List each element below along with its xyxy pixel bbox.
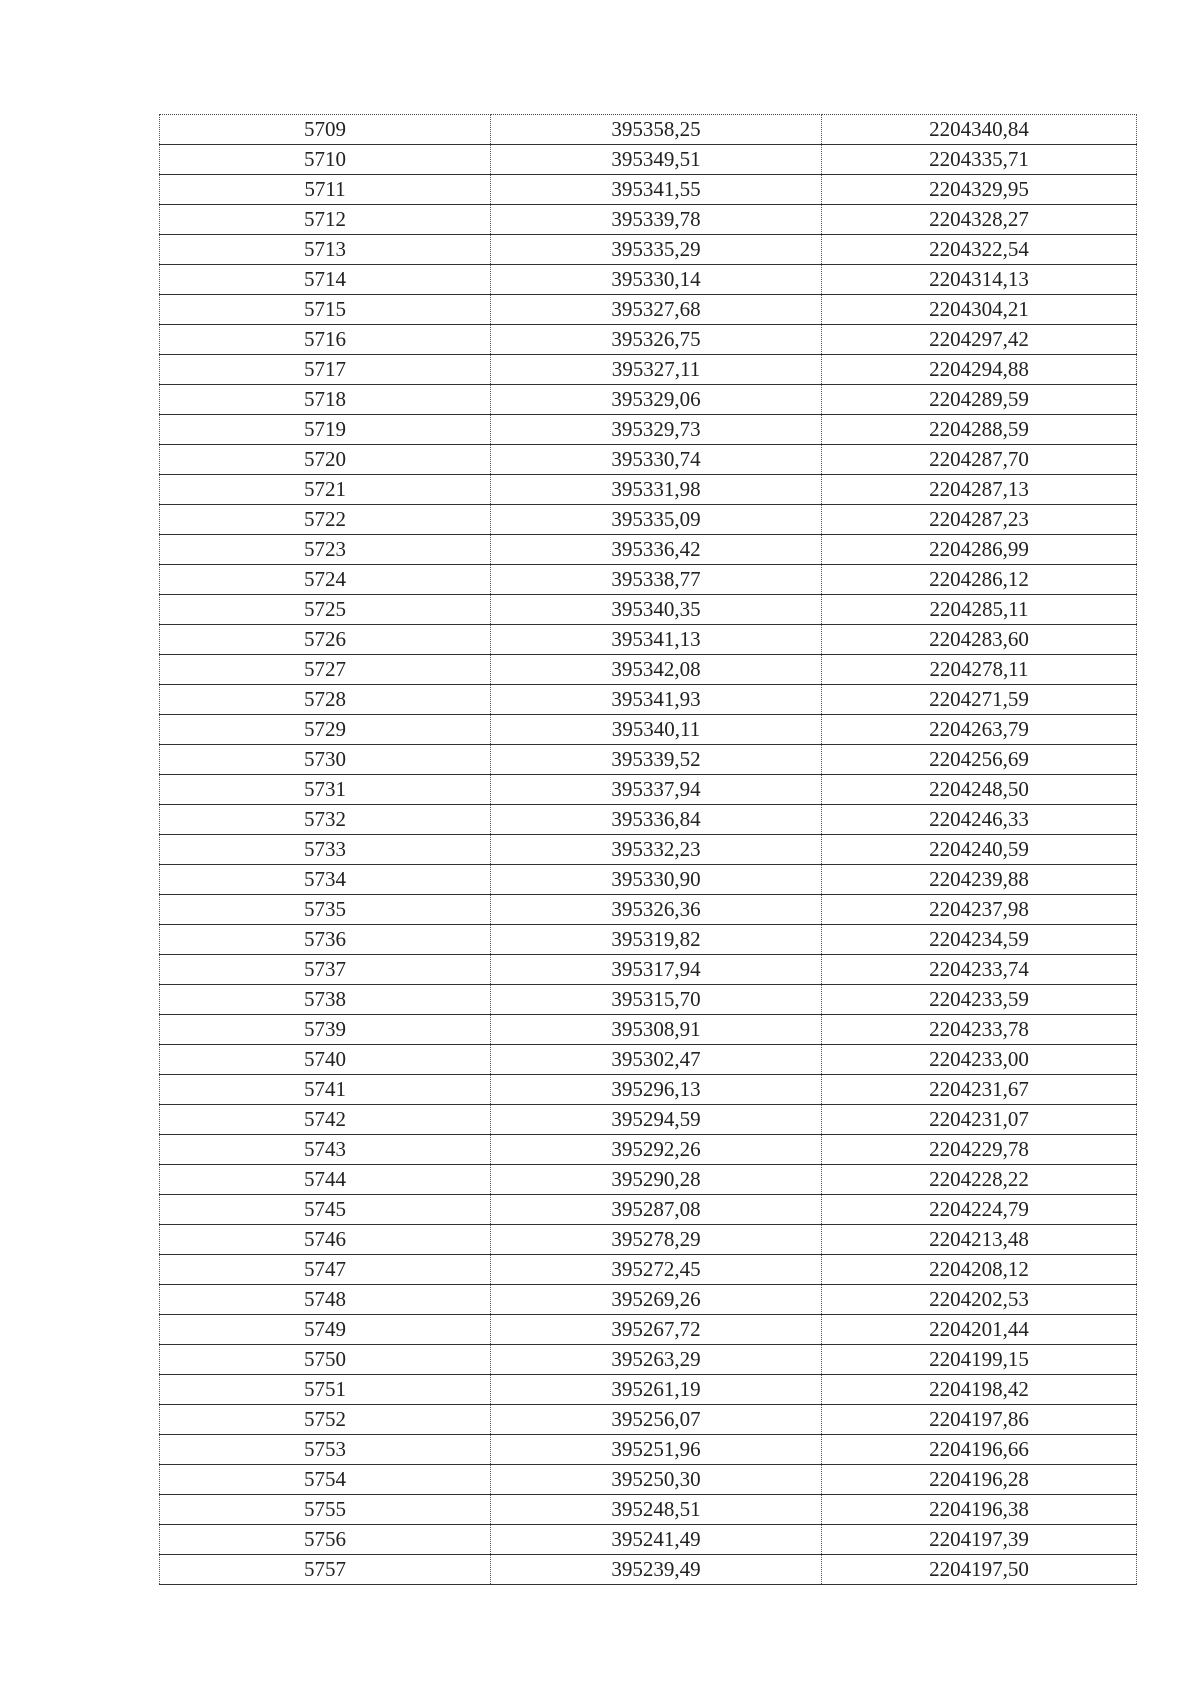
y-coordinate-cell: 2204340,84 xyxy=(822,115,1137,145)
table-row xyxy=(160,295,1137,325)
x-coordinate-cell: 395336,84 xyxy=(491,805,822,835)
x-coordinate-cell: 395339,52 xyxy=(491,745,822,775)
y-coordinate-cell: 2204213,48 xyxy=(822,1225,1137,1255)
table-row xyxy=(160,385,1137,415)
y-coordinate-cell: 2204288,59 xyxy=(822,415,1137,445)
x-coordinate-cell: 395308,91 xyxy=(491,1015,822,1045)
table-row xyxy=(160,655,1137,685)
point-number-cell: 5751 xyxy=(160,1375,491,1405)
table-row xyxy=(160,1375,1137,1405)
x-coordinate-cell: 395327,11 xyxy=(491,355,822,385)
table-row xyxy=(160,145,1137,175)
y-coordinate-cell: 2204233,78 xyxy=(822,1015,1137,1045)
point-number-cell: 5712 xyxy=(160,205,491,235)
y-coordinate-cell: 2204233,59 xyxy=(822,985,1137,1015)
y-coordinate-cell: 2204233,74 xyxy=(822,955,1137,985)
table-row xyxy=(160,475,1137,505)
x-coordinate-cell: 395340,35 xyxy=(491,595,822,625)
table-row xyxy=(160,985,1137,1015)
x-coordinate-cell: 395261,19 xyxy=(491,1375,822,1405)
y-coordinate-cell: 2204271,59 xyxy=(822,685,1137,715)
x-coordinate-cell: 395241,49 xyxy=(491,1525,822,1555)
x-coordinate-cell: 395341,13 xyxy=(491,625,822,655)
y-coordinate-cell: 2204196,66 xyxy=(822,1435,1137,1465)
point-number-cell: 5732 xyxy=(160,805,491,835)
y-coordinate-cell: 2204248,50 xyxy=(822,775,1137,805)
table-row xyxy=(160,1195,1137,1225)
point-number-cell: 5750 xyxy=(160,1345,491,1375)
x-coordinate-cell: 395330,90 xyxy=(491,865,822,895)
point-number-cell: 5755 xyxy=(160,1495,491,1525)
table-row xyxy=(160,955,1137,985)
y-coordinate-cell: 2204197,39 xyxy=(822,1525,1137,1555)
x-coordinate-cell: 395302,47 xyxy=(491,1045,822,1075)
table-row xyxy=(160,235,1137,265)
x-coordinate-cell: 395296,13 xyxy=(491,1075,822,1105)
y-coordinate-cell: 2204297,42 xyxy=(822,325,1137,355)
table-row xyxy=(160,895,1137,925)
x-coordinate-cell: 395338,77 xyxy=(491,565,822,595)
table-row xyxy=(160,715,1137,745)
y-coordinate-cell: 2204287,13 xyxy=(822,475,1137,505)
x-coordinate-cell: 395339,78 xyxy=(491,205,822,235)
y-coordinate-cell: 2204278,11 xyxy=(822,655,1137,685)
table-row xyxy=(160,685,1137,715)
point-number-cell: 5734 xyxy=(160,865,491,895)
y-coordinate-cell: 2204285,11 xyxy=(822,595,1137,625)
y-coordinate-cell: 2204289,59 xyxy=(822,385,1137,415)
table-row xyxy=(160,775,1137,805)
point-number-cell: 5745 xyxy=(160,1195,491,1225)
point-number-cell: 5731 xyxy=(160,775,491,805)
x-coordinate-cell: 395329,06 xyxy=(491,385,822,415)
point-number-cell: 5717 xyxy=(160,355,491,385)
point-number-cell: 5735 xyxy=(160,895,491,925)
x-coordinate-cell: 395332,23 xyxy=(491,835,822,865)
point-number-cell: 5741 xyxy=(160,1075,491,1105)
table-row xyxy=(160,745,1137,775)
table-row xyxy=(160,1495,1137,1525)
coordinates-table xyxy=(159,114,1137,1585)
table-row xyxy=(160,865,1137,895)
y-coordinate-cell: 2204228,22 xyxy=(822,1165,1137,1195)
point-number-cell: 5713 xyxy=(160,235,491,265)
coordinates-table-body xyxy=(160,115,1137,1585)
table-row xyxy=(160,355,1137,385)
table-row xyxy=(160,1525,1137,1555)
x-coordinate-cell: 395292,26 xyxy=(491,1135,822,1165)
x-coordinate-cell: 395331,98 xyxy=(491,475,822,505)
y-coordinate-cell: 2204263,79 xyxy=(822,715,1137,745)
point-number-cell: 5723 xyxy=(160,535,491,565)
point-number-cell: 5743 xyxy=(160,1135,491,1165)
table-row xyxy=(160,1135,1137,1165)
x-coordinate-cell: 395329,73 xyxy=(491,415,822,445)
y-coordinate-cell: 2204197,86 xyxy=(822,1405,1137,1435)
table-row xyxy=(160,625,1137,655)
table-row xyxy=(160,325,1137,355)
table-row xyxy=(160,1105,1137,1135)
point-number-cell: 5722 xyxy=(160,505,491,535)
table-row xyxy=(160,805,1137,835)
x-coordinate-cell: 395337,94 xyxy=(491,775,822,805)
x-coordinate-cell: 395287,08 xyxy=(491,1195,822,1225)
table-row xyxy=(160,445,1137,475)
point-number-cell: 5726 xyxy=(160,625,491,655)
x-coordinate-cell: 395256,07 xyxy=(491,1405,822,1435)
x-coordinate-cell: 395248,51 xyxy=(491,1495,822,1525)
y-coordinate-cell: 2204237,98 xyxy=(822,895,1137,925)
point-number-cell: 5725 xyxy=(160,595,491,625)
table-row xyxy=(160,1315,1137,1345)
x-coordinate-cell: 395278,29 xyxy=(491,1225,822,1255)
y-coordinate-cell: 2204286,12 xyxy=(822,565,1137,595)
y-coordinate-cell: 2204286,99 xyxy=(822,535,1137,565)
y-coordinate-cell: 2204198,42 xyxy=(822,1375,1137,1405)
x-coordinate-cell: 395335,09 xyxy=(491,505,822,535)
point-number-cell: 5747 xyxy=(160,1255,491,1285)
y-coordinate-cell: 2204229,78 xyxy=(822,1135,1137,1165)
y-coordinate-cell: 2204287,70 xyxy=(822,445,1137,475)
point-number-cell: 5740 xyxy=(160,1045,491,1075)
x-coordinate-cell: 395315,70 xyxy=(491,985,822,1015)
y-coordinate-cell: 2204246,33 xyxy=(822,805,1137,835)
table-row xyxy=(160,595,1137,625)
table-row xyxy=(160,1255,1137,1285)
table-row xyxy=(160,175,1137,205)
x-coordinate-cell: 395341,93 xyxy=(491,685,822,715)
y-coordinate-cell: 2204201,44 xyxy=(822,1315,1137,1345)
y-coordinate-cell: 2204314,13 xyxy=(822,265,1137,295)
table-row xyxy=(160,1045,1137,1075)
y-coordinate-cell: 2204329,95 xyxy=(822,175,1137,205)
x-coordinate-cell: 395358,25 xyxy=(491,115,822,145)
point-number-cell: 5746 xyxy=(160,1225,491,1255)
y-coordinate-cell: 2204231,67 xyxy=(822,1075,1137,1105)
point-number-cell: 5754 xyxy=(160,1465,491,1495)
point-number-cell: 5727 xyxy=(160,655,491,685)
y-coordinate-cell: 2204294,88 xyxy=(822,355,1137,385)
point-number-cell: 5749 xyxy=(160,1315,491,1345)
y-coordinate-cell: 2204328,27 xyxy=(822,205,1137,235)
point-number-cell: 5724 xyxy=(160,565,491,595)
table-row xyxy=(160,415,1137,445)
table-row xyxy=(160,835,1137,865)
point-number-cell: 5738 xyxy=(160,985,491,1015)
y-coordinate-cell: 2204239,88 xyxy=(822,865,1137,895)
y-coordinate-cell: 2204208,12 xyxy=(822,1255,1137,1285)
y-coordinate-cell: 2204196,38 xyxy=(822,1495,1137,1525)
x-coordinate-cell: 395319,82 xyxy=(491,925,822,955)
y-coordinate-cell: 2204335,71 xyxy=(822,145,1137,175)
table-row xyxy=(160,1225,1137,1255)
table-row xyxy=(160,505,1137,535)
point-number-cell: 5752 xyxy=(160,1405,491,1435)
table-row xyxy=(160,265,1137,295)
point-number-cell: 5739 xyxy=(160,1015,491,1045)
point-number-cell: 5753 xyxy=(160,1435,491,1465)
point-number-cell: 5742 xyxy=(160,1105,491,1135)
x-coordinate-cell: 395250,30 xyxy=(491,1465,822,1495)
x-coordinate-cell: 395335,29 xyxy=(491,235,822,265)
table-row xyxy=(160,1075,1137,1105)
point-number-cell: 5737 xyxy=(160,955,491,985)
x-coordinate-cell: 395327,68 xyxy=(491,295,822,325)
y-coordinate-cell: 2204283,60 xyxy=(822,625,1137,655)
x-coordinate-cell: 395326,36 xyxy=(491,895,822,925)
x-coordinate-cell: 395294,59 xyxy=(491,1105,822,1135)
point-number-cell: 5715 xyxy=(160,295,491,325)
x-coordinate-cell: 395342,08 xyxy=(491,655,822,685)
table-row xyxy=(160,1345,1137,1375)
y-coordinate-cell: 2204234,59 xyxy=(822,925,1137,955)
x-coordinate-cell: 395349,51 xyxy=(491,145,822,175)
y-coordinate-cell: 2204199,15 xyxy=(822,1345,1137,1375)
x-coordinate-cell: 395290,28 xyxy=(491,1165,822,1195)
point-number-cell: 5733 xyxy=(160,835,491,865)
table-row xyxy=(160,115,1137,145)
table-row xyxy=(160,1435,1137,1465)
point-number-cell: 5736 xyxy=(160,925,491,955)
point-number-cell: 5719 xyxy=(160,415,491,445)
point-number-cell: 5728 xyxy=(160,685,491,715)
point-number-cell: 5729 xyxy=(160,715,491,745)
y-coordinate-cell: 2204224,79 xyxy=(822,1195,1137,1225)
point-number-cell: 5721 xyxy=(160,475,491,505)
y-coordinate-cell: 2204231,07 xyxy=(822,1105,1137,1135)
table-row xyxy=(160,1165,1137,1195)
y-coordinate-cell: 2204322,54 xyxy=(822,235,1137,265)
table-row xyxy=(160,1285,1137,1315)
table-row xyxy=(160,1405,1137,1435)
table-row xyxy=(160,1555,1137,1585)
x-coordinate-cell: 395239,49 xyxy=(491,1555,822,1585)
point-number-cell: 5718 xyxy=(160,385,491,415)
table-row xyxy=(160,535,1137,565)
table-row xyxy=(160,1015,1137,1045)
point-number-cell: 5720 xyxy=(160,445,491,475)
table-row xyxy=(160,1465,1137,1495)
point-number-cell: 5744 xyxy=(160,1165,491,1195)
x-coordinate-cell: 395267,72 xyxy=(491,1315,822,1345)
y-coordinate-cell: 2204256,69 xyxy=(822,745,1137,775)
table-row xyxy=(160,925,1137,955)
y-coordinate-cell: 2204240,59 xyxy=(822,835,1137,865)
x-coordinate-cell: 395330,74 xyxy=(491,445,822,475)
point-number-cell: 5714 xyxy=(160,265,491,295)
x-coordinate-cell: 395330,14 xyxy=(491,265,822,295)
point-number-cell: 5716 xyxy=(160,325,491,355)
table-row xyxy=(160,565,1137,595)
x-coordinate-cell: 395263,29 xyxy=(491,1345,822,1375)
x-coordinate-cell: 395326,75 xyxy=(491,325,822,355)
y-coordinate-cell: 2204287,23 xyxy=(822,505,1137,535)
point-number-cell: 5709 xyxy=(160,115,491,145)
table-row xyxy=(160,205,1137,235)
point-number-cell: 5710 xyxy=(160,145,491,175)
y-coordinate-cell: 2204196,28 xyxy=(822,1465,1137,1495)
x-coordinate-cell: 395317,94 xyxy=(491,955,822,985)
point-number-cell: 5730 xyxy=(160,745,491,775)
x-coordinate-cell: 395272,45 xyxy=(491,1255,822,1285)
x-coordinate-cell: 395340,11 xyxy=(491,715,822,745)
y-coordinate-cell: 2204197,50 xyxy=(822,1555,1137,1585)
x-coordinate-cell: 395269,26 xyxy=(491,1285,822,1315)
y-coordinate-cell: 2204202,53 xyxy=(822,1285,1137,1315)
x-coordinate-cell: 395336,42 xyxy=(491,535,822,565)
y-coordinate-cell: 2204233,00 xyxy=(822,1045,1137,1075)
point-number-cell: 5711 xyxy=(160,175,491,205)
point-number-cell: 5748 xyxy=(160,1285,491,1315)
point-number-cell: 5756 xyxy=(160,1525,491,1555)
x-coordinate-cell: 395341,55 xyxy=(491,175,822,205)
y-coordinate-cell: 2204304,21 xyxy=(822,295,1137,325)
point-number-cell: 5757 xyxy=(160,1555,491,1585)
x-coordinate-cell: 395251,96 xyxy=(491,1435,822,1465)
